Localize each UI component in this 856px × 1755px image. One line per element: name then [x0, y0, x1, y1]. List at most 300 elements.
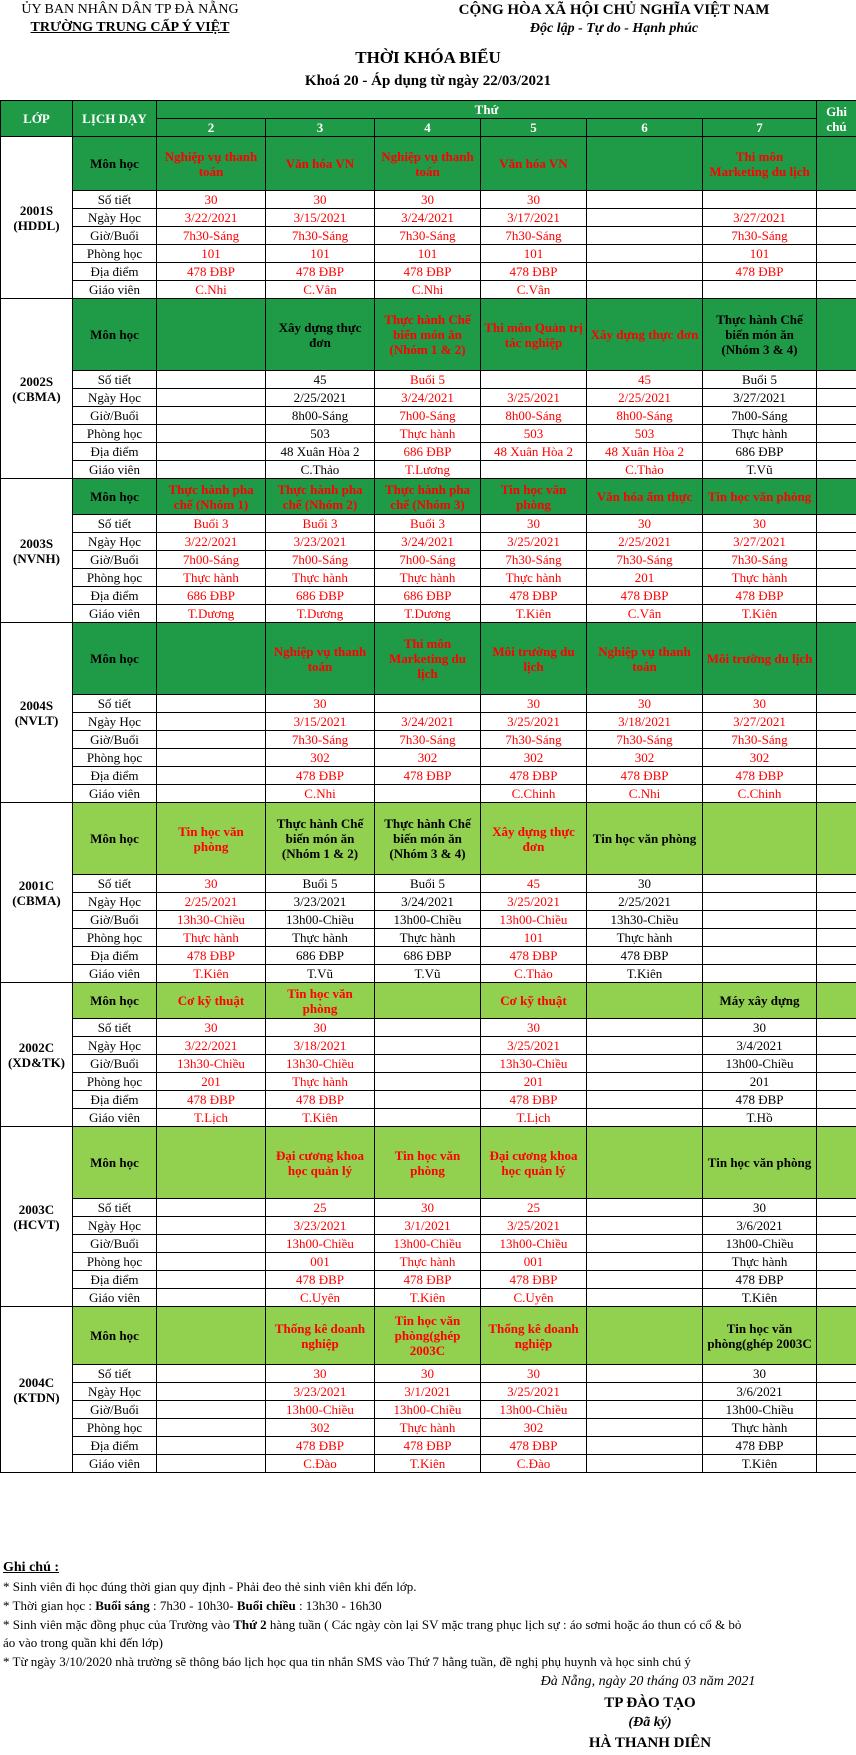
- cell: 13h00-Chiều: [375, 1401, 481, 1419]
- note-cell: [817, 137, 856, 191]
- note-4: * Từ ngày 3/10/2020 nhà trường sẽ thông báo lịch học qua tin nhắn SMS vào Thứ 7 hằng tuần, đề nghị phụ huynh và học sinh chú ý: [3, 1654, 691, 1669]
- note-cell: [817, 911, 856, 929]
- cell: 8h00-Sáng: [587, 407, 703, 425]
- note-3: [3, 1617, 741, 1633]
- cell: 478 ĐBP: [703, 1271, 817, 1289]
- table-row: [1, 1055, 856, 1073]
- table-row: [1, 983, 856, 1019]
- note-cell: [817, 1365, 856, 1383]
- note-cell: [817, 1019, 856, 1037]
- cell: 3/24/2021: [375, 533, 481, 551]
- cell: 7h30-Sáng: [703, 227, 817, 245]
- cell: 7h00-Sáng: [157, 551, 266, 569]
- note-2-e: : 13h30 - 16h30: [295, 1598, 382, 1613]
- cell: [157, 1437, 266, 1455]
- cell: 30: [266, 695, 375, 713]
- cell: 7h30-Sáng: [266, 731, 375, 749]
- cell: 7h30-Sáng: [481, 227, 587, 245]
- cell: Thực hành: [481, 569, 587, 587]
- row-label: Giờ/Buổi: [73, 911, 157, 929]
- row-label: Môn học: [73, 299, 157, 371]
- cell: 13h00-Chiều: [375, 1235, 481, 1253]
- cell: 478 ĐBP: [703, 587, 817, 605]
- row-label: Địa điểm: [73, 767, 157, 785]
- cell: 3/23/2021: [266, 1383, 375, 1401]
- cell: Thực hành pha chế (Nhóm 3): [375, 479, 481, 515]
- note-2-c: : 7h30 - 10h30-: [149, 1598, 237, 1613]
- table-row: [1, 1271, 856, 1289]
- row-label: Môn học: [73, 983, 157, 1019]
- cell: 13h30-Chiều: [587, 911, 703, 929]
- note-cell: [817, 947, 856, 965]
- note-cell: [817, 875, 856, 893]
- cell: 3/25/2021: [481, 533, 587, 551]
- row-label: Ngày Học: [73, 209, 157, 227]
- row-label: Số tiết: [73, 515, 157, 533]
- cell: 13h00-Chiều: [481, 1235, 587, 1253]
- cell: [375, 983, 481, 1019]
- cell: 686 ĐBP: [703, 443, 817, 461]
- table-row: [1, 875, 856, 893]
- row-label: Giáo viên: [73, 1289, 157, 1307]
- cell: C.Chinh: [703, 785, 817, 803]
- cell: T.Vũ: [266, 965, 375, 983]
- row-label: Địa điểm: [73, 587, 157, 605]
- cell: Văn hóa VN: [266, 137, 375, 191]
- header-row-1: [1, 101, 856, 119]
- cell: C.Nhi: [375, 281, 481, 299]
- cell: 3/18/2021: [266, 1037, 375, 1055]
- row-label: Số tiết: [73, 695, 157, 713]
- note-cell: [817, 893, 856, 911]
- note-cell: [817, 1437, 856, 1455]
- class-name: 2001C (CBMA): [1, 803, 73, 983]
- cell: 48 Xuân Hòa 2: [587, 443, 703, 461]
- cell: 3/23/2021: [266, 533, 375, 551]
- note-cell: [817, 1235, 856, 1253]
- row-label: Giờ/Buổi: [73, 1401, 157, 1419]
- table-row: [1, 785, 856, 803]
- cell: [587, 1437, 703, 1455]
- cell: 478 ĐBP: [587, 587, 703, 605]
- note-cell: [817, 731, 856, 749]
- note-cell: [817, 569, 856, 587]
- cell: Môi trường du lịch: [703, 623, 817, 695]
- cell: 3/24/2021: [375, 893, 481, 911]
- col-header-lich: LỊCH DẠY: [73, 101, 157, 137]
- cell: [587, 245, 703, 263]
- cell: 478 ĐBP: [266, 263, 375, 281]
- cell: 478 ĐBP: [703, 1091, 817, 1109]
- note-cell: [817, 587, 856, 605]
- note-cell: [817, 281, 856, 299]
- cell: [587, 1365, 703, 1383]
- table-row: [1, 1307, 856, 1365]
- note-cell: [817, 785, 856, 803]
- cell: [157, 1455, 266, 1473]
- row-label: Giáo viên: [73, 461, 157, 479]
- note-cell: [817, 371, 856, 389]
- row-label: Giờ/Buổi: [73, 407, 157, 425]
- cell: 3/18/2021: [587, 713, 703, 731]
- note-cell: [817, 1073, 856, 1091]
- row-label: Ngày Học: [73, 1217, 157, 1235]
- cell: 3/25/2021: [481, 1383, 587, 1401]
- cell: [587, 1199, 703, 1217]
- cell: [157, 1289, 266, 1307]
- cell: C.Thảo: [266, 461, 375, 479]
- cell: Tin học văn phòng: [375, 1127, 481, 1199]
- row-label: Địa điểm: [73, 947, 157, 965]
- cell: 3/23/2021: [266, 1217, 375, 1235]
- cell: Thống kê doanh nghiệp: [266, 1307, 375, 1365]
- cell: [587, 1271, 703, 1289]
- cell: [157, 713, 266, 731]
- table-row: [1, 299, 856, 371]
- table-row: [1, 1199, 856, 1217]
- cell: C.Uyên: [481, 1289, 587, 1307]
- cell: 30: [703, 515, 817, 533]
- cell: Nghiệp vụ thanh toán: [157, 137, 266, 191]
- cell: 30: [481, 1365, 587, 1383]
- cell: Xây dựng thực đơn: [481, 803, 587, 875]
- cell: 8h00-Sáng: [266, 407, 375, 425]
- cell: 30: [157, 191, 266, 209]
- cell: 001: [481, 1253, 587, 1271]
- cell: 478 ĐBP: [481, 263, 587, 281]
- table-row: [1, 1127, 856, 1199]
- table-row: [1, 227, 856, 245]
- cell: 7h30-Sáng: [157, 227, 266, 245]
- cell: T.Vũ: [703, 461, 817, 479]
- cell: C.Đào: [266, 1455, 375, 1473]
- cell: Tin học văn phòng(ghép 2003C: [375, 1307, 481, 1365]
- cell: 30: [703, 1365, 817, 1383]
- note-cell: [817, 965, 856, 983]
- cell: Buổi 3: [375, 515, 481, 533]
- cell: 503: [587, 425, 703, 443]
- cell: Thực hành: [157, 929, 266, 947]
- table-row: [1, 1235, 856, 1253]
- row-label: Phòng học: [73, 1073, 157, 1091]
- cell: C.Vân: [481, 281, 587, 299]
- cell: 3/4/2021: [703, 1037, 817, 1055]
- cell: Thi môn Quản trị tác nghiệp: [481, 299, 587, 371]
- cell: 3/22/2021: [157, 209, 266, 227]
- cell: 13h30-Chiều: [481, 1055, 587, 1073]
- row-label: Giáo viên: [73, 1109, 157, 1127]
- cell: Đại cương khoa học quản lý: [481, 1127, 587, 1199]
- cell: [587, 1055, 703, 1073]
- note-cell: [817, 1307, 856, 1365]
- col-header-lop: LỚP: [1, 101, 73, 137]
- cell: [375, 1055, 481, 1073]
- cell: 001: [266, 1253, 375, 1271]
- cell: [587, 1235, 703, 1253]
- cell: 25: [481, 1199, 587, 1217]
- cell: [481, 371, 587, 389]
- cell: 3/24/2021: [375, 209, 481, 227]
- cell: 686 ĐBP: [375, 443, 481, 461]
- cell: 101: [375, 245, 481, 263]
- cell: Thực hành: [375, 1253, 481, 1271]
- cell: [157, 371, 266, 389]
- cell: 3/27/2021: [703, 209, 817, 227]
- cell: 13h30-Chiều: [157, 1055, 266, 1073]
- table-row: [1, 137, 856, 191]
- cell: [157, 461, 266, 479]
- cell: [375, 1019, 481, 1037]
- table-row: [1, 515, 856, 533]
- cell: Buổi 5: [375, 875, 481, 893]
- cell: 3/27/2021: [703, 389, 817, 407]
- row-label: Giờ/Buổi: [73, 551, 157, 569]
- table-row: [1, 371, 856, 389]
- cell: 478 ĐBP: [266, 1437, 375, 1455]
- note-cell: [817, 1455, 856, 1473]
- table-row: [1, 713, 856, 731]
- cell: [587, 191, 703, 209]
- note-cell: [817, 1289, 856, 1307]
- cell: 13h30-Chiều: [266, 1055, 375, 1073]
- cell: T.Dương: [157, 605, 266, 623]
- cell: T.Hồ: [703, 1109, 817, 1127]
- cell: 30: [703, 695, 817, 713]
- table-row: [1, 587, 856, 605]
- cell: Tin học văn phòng: [703, 1127, 817, 1199]
- cell: Nghiệp vụ thanh toán: [375, 137, 481, 191]
- cell: [703, 965, 817, 983]
- row-label: Giờ/Buổi: [73, 1235, 157, 1253]
- cell: Thực hành pha chế (Nhóm 2): [266, 479, 375, 515]
- cell: [157, 389, 266, 407]
- cell: 302: [266, 749, 375, 767]
- sign-role: TP ĐÀO TẠO: [604, 1695, 696, 1711]
- table-row: [1, 1419, 856, 1437]
- cell: [157, 1419, 266, 1437]
- row-label: Giờ/Buổi: [73, 227, 157, 245]
- cell: C.Vân: [587, 605, 703, 623]
- cell: T.Kiên: [703, 1455, 817, 1473]
- cell: 3/25/2021: [481, 713, 587, 731]
- row-label: Phòng học: [73, 749, 157, 767]
- cell: 30: [266, 191, 375, 209]
- cell: 13h00-Chiều: [266, 1401, 375, 1419]
- table-row: [1, 1019, 856, 1037]
- table-row: [1, 1289, 856, 1307]
- class-name: 2002S (CBMA): [1, 299, 73, 479]
- class-name: 2003C (HCVT): [1, 1127, 73, 1307]
- cell: [157, 407, 266, 425]
- cell: [157, 1235, 266, 1253]
- cell: Thực hành: [703, 425, 817, 443]
- cell: [157, 1199, 266, 1217]
- note-cell: [817, 1401, 856, 1419]
- cell: [587, 1289, 703, 1307]
- cell: [587, 1109, 703, 1127]
- cell: Xây dựng thực đơn: [587, 299, 703, 371]
- cell: Thống kê doanh nghiệp: [481, 1307, 587, 1365]
- cell: [587, 1419, 703, 1437]
- cell: 3/6/2021: [703, 1217, 817, 1235]
- note-cell: [817, 1419, 856, 1437]
- note-cell: [817, 245, 856, 263]
- note-cell: [817, 695, 856, 713]
- row-label: Môn học: [73, 479, 157, 515]
- row-label: Môn học: [73, 623, 157, 695]
- table-row: [1, 191, 856, 209]
- row-label: Phòng học: [73, 245, 157, 263]
- cell: 13h00-Chiều: [703, 1055, 817, 1073]
- cell: Thực hành Chế biến món ăn (Nhóm 1 & 2): [266, 803, 375, 875]
- row-label: Phòng học: [73, 1253, 157, 1271]
- cell: Thực hành: [375, 929, 481, 947]
- cell: 478 ĐBP: [481, 947, 587, 965]
- cell: Nghiệp vụ thanh toán: [587, 623, 703, 695]
- note-cell: [817, 605, 856, 623]
- cell: [157, 1271, 266, 1289]
- note-cell: [817, 263, 856, 281]
- cell: [481, 461, 587, 479]
- note-cell: [817, 983, 856, 1019]
- cell: [375, 1037, 481, 1055]
- cell: 3/23/2021: [266, 893, 375, 911]
- note-cell: [817, 1199, 856, 1217]
- cell: 45: [266, 371, 375, 389]
- cell: 30: [481, 515, 587, 533]
- cell: 13h00-Chiều: [481, 911, 587, 929]
- cell: Môi trường du lịch: [481, 623, 587, 695]
- cell: 7h30-Sáng: [481, 731, 587, 749]
- cell: 7h30-Sáng: [375, 731, 481, 749]
- col-header-thu: Thứ: [157, 101, 817, 119]
- cell: Tin học văn phòng: [266, 983, 375, 1019]
- cell: Văn hóa ẩm thực: [587, 479, 703, 515]
- table-row: [1, 749, 856, 767]
- cell: [157, 1307, 266, 1365]
- cell: Thực hành Chế biến món ăn (Nhóm 3 & 4): [375, 803, 481, 875]
- document-header: [0, 0, 856, 100]
- note-cell: [817, 425, 856, 443]
- table-row: [1, 569, 856, 587]
- cell: [157, 1401, 266, 1419]
- cell: [157, 1127, 266, 1199]
- cell: 3/24/2021: [375, 713, 481, 731]
- cell: 7h30-Sáng: [587, 551, 703, 569]
- note-cell: [817, 479, 856, 515]
- cell: 478 ĐBP: [481, 767, 587, 785]
- cell: 7h00-Sáng: [703, 407, 817, 425]
- row-label: Địa điểm: [73, 1271, 157, 1289]
- cell: Văn hóa VN: [481, 137, 587, 191]
- cell: 7h30-Sáng: [266, 227, 375, 245]
- country-motto: CỘNG HÒA XÃ HỘI CHỦ NGHĨA VIỆT NAM: [458, 2, 770, 18]
- row-label: Môn học: [73, 137, 157, 191]
- note-cell: [817, 1037, 856, 1055]
- cell: Xây dựng thực đơn: [266, 299, 375, 371]
- note-cell: [817, 1383, 856, 1401]
- table-row: [1, 281, 856, 299]
- cell: T.Kiên: [481, 605, 587, 623]
- row-label: Địa điểm: [73, 443, 157, 461]
- day-header-3: 3: [266, 119, 375, 137]
- cell: 7h30-Sáng: [703, 551, 817, 569]
- cell: 478 ĐBP: [587, 947, 703, 965]
- cell: 3/27/2021: [703, 713, 817, 731]
- row-label: Ngày Học: [73, 893, 157, 911]
- table-row: [1, 1073, 856, 1091]
- cell: Buổi 3: [266, 515, 375, 533]
- cell: [587, 983, 703, 1019]
- cell: 686 ĐBP: [266, 587, 375, 605]
- cell: Buổi 3: [157, 515, 266, 533]
- cell: [157, 1217, 266, 1235]
- note-cell: [817, 533, 856, 551]
- table-row: [1, 1401, 856, 1419]
- cell: C.Chinh: [481, 785, 587, 803]
- note-cell: [817, 1109, 856, 1127]
- cell: 686 ĐBP: [375, 947, 481, 965]
- day-header-6: 6: [587, 119, 703, 137]
- cell: 13h30-Chiều: [157, 911, 266, 929]
- cell: 3/24/2021: [375, 389, 481, 407]
- note-cell: [817, 1271, 856, 1289]
- table-row: [1, 425, 856, 443]
- row-label: Địa điểm: [73, 1091, 157, 1109]
- note-2-morning: Buổi sáng: [95, 1598, 150, 1613]
- note-3-cont: áo vào trong quần khi đến lớp): [3, 1635, 163, 1650]
- cell: [587, 1037, 703, 1055]
- cell: 101: [157, 245, 266, 263]
- cell: 478 ĐBP: [157, 263, 266, 281]
- cell: [157, 299, 266, 371]
- cell: 302: [587, 749, 703, 767]
- cell: Nghiệp vụ thanh toán: [266, 623, 375, 695]
- cell: Buổi 5: [375, 371, 481, 389]
- timetable: [0, 100, 856, 1473]
- cell: 2/25/2021: [587, 389, 703, 407]
- cell: [587, 1019, 703, 1037]
- note-cell: [817, 749, 856, 767]
- cell: 3/15/2021: [266, 713, 375, 731]
- note-cell: [817, 461, 856, 479]
- cell: Thực hành: [266, 1073, 375, 1091]
- row-label: Môn học: [73, 1307, 157, 1365]
- row-label: Ngày Học: [73, 713, 157, 731]
- cell: [375, 785, 481, 803]
- cell: T.Lương: [375, 461, 481, 479]
- row-label: Ngày Học: [73, 1383, 157, 1401]
- cell: [587, 263, 703, 281]
- cell: C.Thảo: [481, 965, 587, 983]
- agency-name: ỦY BAN NHÂN DÂN TP ĐÀ NẴNG: [21, 2, 239, 17]
- cell: 7h00-Sáng: [375, 407, 481, 425]
- note-cell: [817, 1217, 856, 1235]
- row-label: Số tiết: [73, 1019, 157, 1037]
- cell: 25: [266, 1199, 375, 1217]
- cell: 201: [157, 1073, 266, 1091]
- cell: Thực hành: [703, 1253, 817, 1271]
- cell: 686 ĐBP: [375, 587, 481, 605]
- cell: 503: [481, 425, 587, 443]
- cell: [587, 209, 703, 227]
- cell: 302: [481, 749, 587, 767]
- table-row: [1, 551, 856, 569]
- cell: 3/25/2021: [481, 389, 587, 407]
- cell: 478 ĐBP: [157, 947, 266, 965]
- cell: Tin học văn phòng: [157, 803, 266, 875]
- row-label: Số tiết: [73, 1199, 157, 1217]
